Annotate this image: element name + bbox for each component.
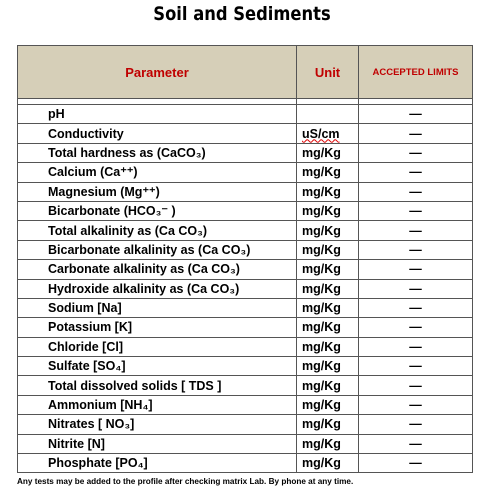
unit-cell: mg/Kg	[297, 163, 359, 182]
parameter-cell: Conductivity	[18, 124, 297, 143]
unit-cell: mg/Kg	[297, 260, 359, 279]
limit-cell: —	[359, 240, 473, 259]
parameter-cell: Total dissolved solids [ TDS ]	[18, 376, 297, 395]
unit-cell: mg/Kg	[297, 182, 359, 201]
unit-cell: mg/Kg	[297, 279, 359, 298]
limit-cell: —	[359, 454, 473, 473]
unit-cell: mg/Kg	[297, 318, 359, 337]
unit-cell: mg/Kg	[297, 201, 359, 220]
parameter-cell: Phosphate [PO₄]	[18, 454, 297, 473]
table-row	[18, 201, 473, 220]
limit-cell: —	[359, 318, 473, 337]
unit-cell: mg/Kg	[297, 298, 359, 317]
parameter-cell: Sulfate [SO₄]	[18, 357, 297, 376]
parameter-cell: Sodium [Na]	[18, 298, 297, 317]
unit-cell: mg/Kg	[297, 454, 359, 473]
limit-cell: —	[359, 415, 473, 434]
page-title: Soil and Sediments	[153, 3, 331, 25]
table-row	[18, 415, 473, 434]
table-row	[18, 105, 473, 124]
limit-cell: —	[359, 434, 473, 453]
parameter-cell: Total alkalinity as (Ca CO₃)	[18, 221, 297, 240]
unit-cell: mg/Kg	[297, 434, 359, 453]
limit-cell: —	[359, 357, 473, 376]
footer-note: Any tests may be added to the profile after checking matrix Lab. By phone at any time.	[17, 477, 354, 486]
unit-cell: mg/Kg	[297, 143, 359, 162]
unit-cell: mg/Kg	[297, 376, 359, 395]
table-row	[18, 454, 473, 473]
header-accepted-limits: ACCEPTED LIMITS	[359, 46, 473, 99]
unit-cell: mg/Kg	[297, 240, 359, 259]
table-row	[18, 260, 473, 279]
table-row	[18, 337, 473, 356]
limit-cell: —	[359, 279, 473, 298]
table-row	[18, 434, 473, 453]
parameter-cell: Total hardness as (CaCO₃)	[18, 143, 297, 162]
parameter-cell: Nitrite [N]	[18, 434, 297, 453]
limit-cell: —	[359, 163, 473, 182]
header-parameter: Parameter	[18, 46, 297, 99]
unit-cell: mg/Kg	[297, 337, 359, 356]
table-row	[18, 395, 473, 414]
limit-cell: —	[359, 298, 473, 317]
table-row	[18, 221, 473, 240]
table-row	[18, 298, 473, 317]
table-header-row	[18, 46, 473, 99]
limit-cell: —	[359, 201, 473, 220]
unit-text: uS/cm	[302, 126, 340, 141]
parameters-table	[17, 45, 473, 473]
limit-cell: —	[359, 143, 473, 162]
limit-cell: —	[359, 124, 473, 143]
parameter-cell: Hydroxide alkalinity as (Ca CO₃)	[18, 279, 297, 298]
parameter-cell: Ammonium [NH₄]	[18, 395, 297, 414]
parameter-cell: Potassium [K]	[18, 318, 297, 337]
header-unit: Unit	[297, 46, 359, 99]
parameter-cell: Calcium (Ca⁺⁺)	[18, 163, 297, 182]
table-row	[18, 182, 473, 201]
parameter-cell: Chloride [Cl]	[18, 337, 297, 356]
limit-cell: —	[359, 337, 473, 356]
table-row	[18, 163, 473, 182]
parameter-cell: Nitrates [ NO₃]	[18, 415, 297, 434]
parameter-cell: Bicarbonate alkalinity as (Ca CO₃)	[18, 240, 297, 259]
limit-cell: —	[359, 182, 473, 201]
parameter-cell: Magnesium (Mg⁺⁺)	[18, 182, 297, 201]
table-row	[18, 240, 473, 259]
table-row	[18, 143, 473, 162]
unit-cell	[297, 124, 359, 143]
unit-cell: mg/Kg	[297, 395, 359, 414]
unit-cell: mg/Kg	[297, 357, 359, 376]
limit-cell: —	[359, 395, 473, 414]
parameter-cell: Carbonate alkalinity as (Ca CO₃)	[18, 260, 297, 279]
limit-cell: —	[359, 260, 473, 279]
limit-cell: —	[359, 376, 473, 395]
table-row	[18, 279, 473, 298]
parameter-cell: pH	[18, 105, 297, 124]
limit-cell: —	[359, 221, 473, 240]
table-row	[18, 376, 473, 395]
limit-cell: —	[359, 105, 473, 124]
unit-cell: mg/Kg	[297, 221, 359, 240]
table-row	[18, 124, 473, 143]
parameter-cell: Bicarbonate (HCO₃⁻ )	[18, 201, 297, 220]
table-row	[18, 357, 473, 376]
unit-cell	[297, 105, 359, 124]
unit-cell: mg/Kg	[297, 415, 359, 434]
table-row	[18, 318, 473, 337]
